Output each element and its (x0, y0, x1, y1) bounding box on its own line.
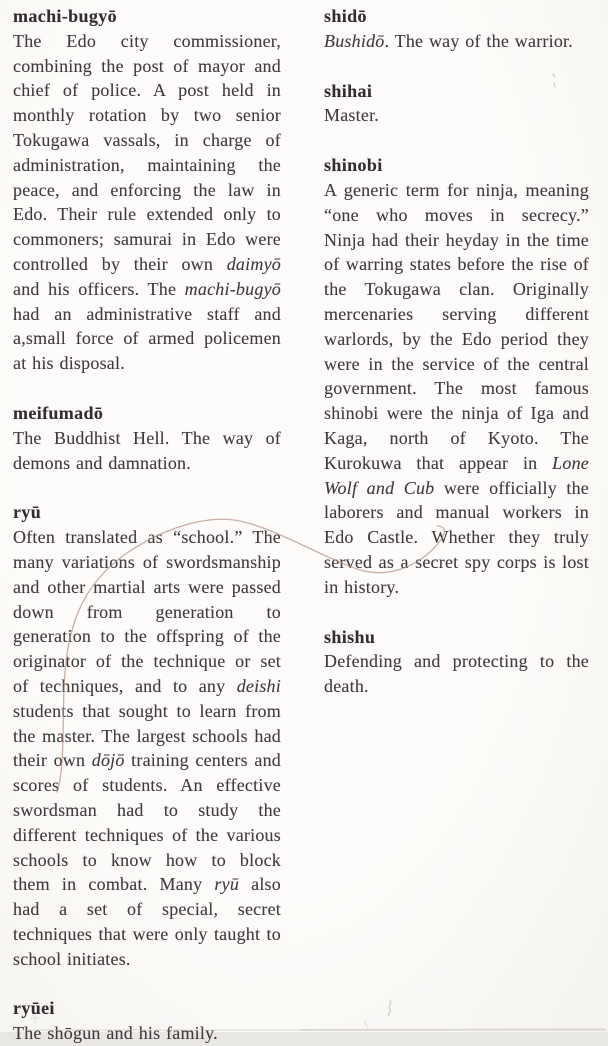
glossary-entry (324, 625, 589, 699)
italic-term-text: Lone Wolf and Cub (324, 452, 589, 498)
italic-term-text: dōjō (91, 750, 125, 771)
glossary-entry (13, 500, 281, 971)
definition-text: The shōgun and his family. (13, 1023, 218, 1044)
glossary-entry (324, 79, 589, 129)
glossary-column-left (13, 4, 281, 1046)
glossary-entry (13, 4, 281, 376)
definition-text: Master. (324, 105, 380, 126)
glossary-entry (13, 401, 281, 475)
term-definition (13, 525, 281, 971)
italic-term-text: Bushidō (324, 30, 385, 51)
definition-text: training centers and scores of students. An effective swordsman had to study the different techniques of the various schools to know how to block them in combat. Many (13, 750, 282, 895)
term-heading: machi-bugyō (13, 6, 117, 26)
term-heading: ryūei (13, 998, 55, 1019)
definition-text: The Buddhist Hell. The way of demons and damnation. (13, 427, 281, 473)
term-definition (324, 29, 589, 54)
term-definition (324, 178, 589, 600)
term-definition (324, 649, 589, 699)
italic-term-text: daimyō (226, 253, 281, 274)
term-heading: shihai (324, 80, 373, 101)
italic-term-text: machi-bugyō (184, 278, 281, 299)
definition-text: The Edo city commissioner, combining the post of mayor and chief of police. A post held in monthly rotation by two senior Tokugawa vassals, in charge of administration, maintaining the peace, and enforcing the law in Edo. Their rule extended only to commoners; samurai in Edo were controlled by their own (13, 30, 281, 274)
definition-text: Often translated as “school.” The many variations of swordsmanship and other martial arts were passed down from generation to generation to the offspring of the originator of the technique or set of techniques, and to any (13, 527, 281, 696)
glossary-entry (324, 153, 589, 599)
term-definition (13, 1021, 281, 1046)
page-edge-line-right (300, 1030, 606, 1031)
term-definition (324, 103, 589, 128)
italic-term-text: deishi (236, 675, 281, 696)
definition-text: students that sought to learn from the master. The largest schools had their own (13, 700, 281, 771)
italic-term-text: ryū (214, 874, 240, 895)
smudge-bottom-center (389, 1001, 391, 1016)
term-heading: shishu (324, 626, 376, 647)
smudge-bottom-tick (364, 1021, 368, 1028)
definition-text: Defending and protecting to the death. (324, 651, 589, 697)
glossary-entry (13, 996, 281, 1046)
glossary-column-right (324, 4, 589, 699)
term-heading: shinobi (324, 155, 383, 176)
term-heading: shidō (324, 6, 367, 26)
term-heading: meifumadō (13, 402, 104, 423)
definition-text: . The way of the warrior. (384, 30, 573, 51)
definition-text: had an administrative staff and a,small force of armed policemen at his disposal. (13, 303, 281, 374)
definition-text: and his officers. The (13, 278, 185, 299)
glossary-entry (324, 4, 589, 54)
definition-text: A generic term for ninja, meaning “one who moves in secrecy.” Ninja had their heyday in the time of warring states before the rise of the Tokugawa clan. Originally mercenaries serving different warlords, by the Edo period they were in the service of the central government. The most famous shinobi were the ninja of Iga and Kaga, north of Kyoto. The Kurokuwa that appear in (324, 179, 589, 473)
term-heading: ryū (13, 502, 42, 523)
definition-text: were officially the laborers and manual workers in Edo Castle. Whether they truly served as a secret spy corps is lost in history. (324, 477, 589, 597)
definition-text: also had a set of special, secret techniques that were only taught to school initiates. (13, 874, 281, 969)
term-definition (13, 426, 281, 476)
term-definition (13, 29, 281, 376)
